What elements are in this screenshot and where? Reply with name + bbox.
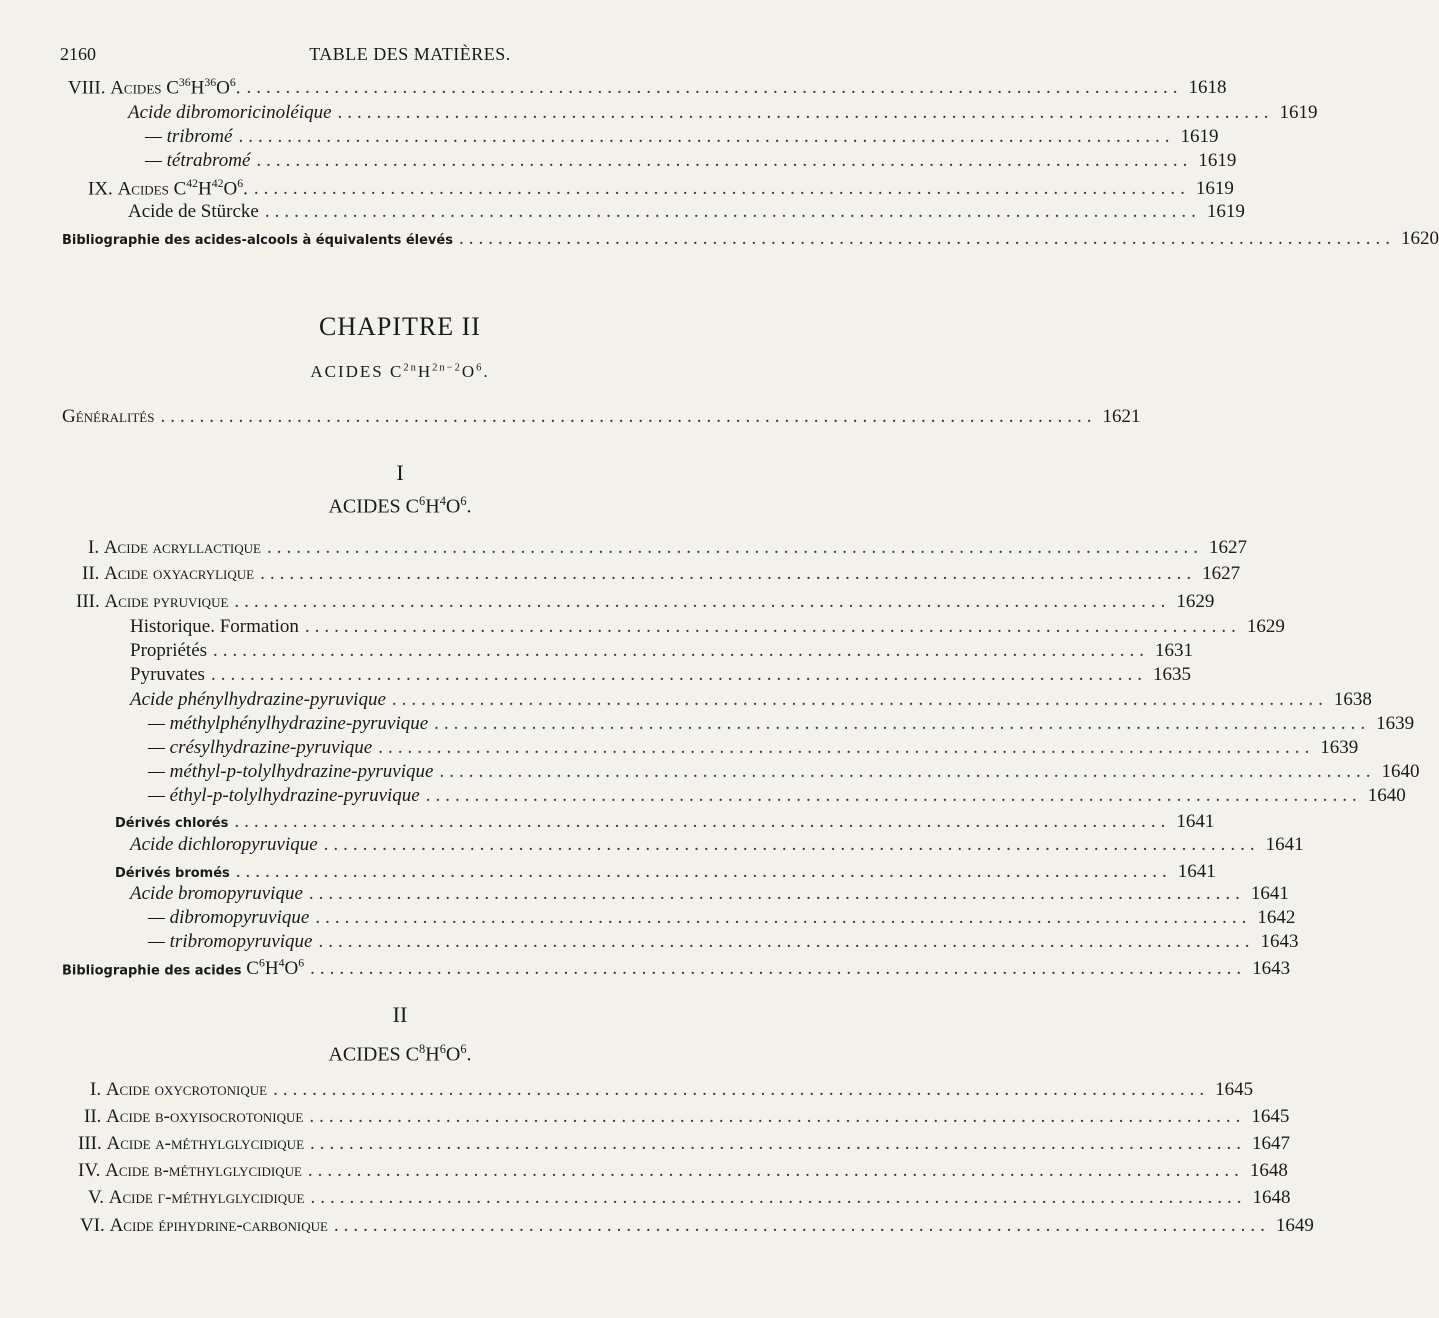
toc-entry[interactable]: — crésylhydrazine-pyruvique ................................................................................................ 1639 xyxy=(148,737,1359,758)
toc-entry[interactable]: I. Acide oxycrotonique ................................................................................................ 1645 xyxy=(90,1079,1254,1100)
section-numeral: II xyxy=(392,1002,408,1027)
chapter-title: CHAPITRE II xyxy=(319,312,481,341)
toc-entry[interactable]: Acide bromopyruvique ................................................................................................ 1641 xyxy=(130,883,1289,904)
toc-entry[interactable]: Acide phénylhydrazine-pyruvique ................................................................................................ 1638 xyxy=(130,689,1372,710)
toc-entry[interactable]: Historique. Formation ................................................................................................ 1629 xyxy=(130,616,1285,637)
chapter-subtitle: ACIDES $C^{2n}H^{2n-2}O^6$. xyxy=(310,362,490,381)
toc-entry-generalites[interactable]: Généralités ................................................................................................ 1621 xyxy=(62,406,1141,427)
toc-entry[interactable]: VIII. Acides $C^{36}H^{36}O^6$. ................................................................................................ 1618 xyxy=(68,76,1227,99)
toc-entry[interactable]: — éthyl-p-tolylhydrazine-pyruvique ................................................................................................ 1640 xyxy=(148,785,1406,806)
toc-entry[interactable]: IV. Acide β-méthylglycidique ................................................................................................ 1648 xyxy=(78,1160,1288,1181)
toc-entry[interactable]: VI. Acide épihydrine-carbonique ................................................................................................ 1649 xyxy=(80,1215,1314,1236)
toc-entry[interactable]: III. Acide pyruvique ................................................................................................ 1629 xyxy=(76,591,1215,612)
toc-entry[interactable]: — dibromopyruvique ................................................................................................ 1642 xyxy=(148,907,1296,928)
toc-entry[interactable]: Propriétés ................................................................................................ 1631 xyxy=(130,640,1194,661)
section-numeral: I xyxy=(396,460,404,485)
toc-entry[interactable]: — tribromopyruvique ................................................................................................ 1643 xyxy=(148,931,1299,952)
toc-entry-bibliography[interactable]: Bibliographie des acides-alcools à équivalents élevés ................................................................................................ 1620 xyxy=(62,228,1439,249)
toc-entry[interactable]: I. Acide acryllactique ................................................................................................ 1627 xyxy=(88,537,1247,558)
toc-entry[interactable]: Dérivés bromés ................................................................................................ 1641 xyxy=(115,861,1216,882)
toc-entry[interactable]: Acide dibromoricinoléique ................................................................................................ 1619 xyxy=(128,102,1318,123)
toc-entry[interactable]: Dérivés chlorés ................................................................................................ 1641 xyxy=(115,811,1215,832)
toc-entry[interactable]: II. Acide oxyacrylique ................................................................................................ 1627 xyxy=(82,563,1241,584)
running-title: TABLE DES MATIÈRES. xyxy=(309,44,511,64)
toc-entry[interactable]: II. Acide β-oxyisocrotonique ................................................................................................ 1645 xyxy=(84,1106,1290,1127)
toc-entry[interactable]: — méthylphénylhydrazine-pyruvique ................................................................................................ 1639 xyxy=(148,713,1415,734)
toc-entry[interactable]: Acide de Stürcke ................................................................................................ 1619 xyxy=(128,201,1245,222)
toc-entry[interactable]: — tétrabromé ................................................................................................ 1619 xyxy=(145,150,1237,171)
toc-entry[interactable]: Acide dichloropyruvique ................................................................................................ 1641 xyxy=(130,834,1304,855)
toc-entry[interactable]: Pyruvates ................................................................................................ 1635 xyxy=(130,664,1191,685)
toc-entry[interactable]: IX. Acides $C^{42}H^{42}O^6$. ................................................................................................ 1619 xyxy=(88,177,1234,200)
toc-entry-bibliography[interactable]: Bibliographie des acides $C^6H^4O^6$ ................................................................................................ 1643 xyxy=(62,957,1291,980)
toc-entry[interactable]: — méthyl-p-tolylhydrazine-pyruvique ................................................................................................ 1640 xyxy=(148,761,1420,782)
toc-entry[interactable]: III. Acide α-méthylglycidique ................................................................................................ 1647 xyxy=(78,1133,1291,1154)
section-heading: ACIDES $C^8H^6O^6$. xyxy=(328,1042,472,1066)
page-number: 2160 xyxy=(60,44,96,64)
toc-entry[interactable]: — tribromé ................................................................................................ 1619 xyxy=(145,126,1219,147)
page-header xyxy=(60,44,760,70)
toc-entry[interactable]: V. Acide γ-méthylglycidique ................................................................................................ 1648 xyxy=(88,1187,1291,1208)
section-heading: ACIDES $C^6H^4O^6$. xyxy=(328,494,472,518)
